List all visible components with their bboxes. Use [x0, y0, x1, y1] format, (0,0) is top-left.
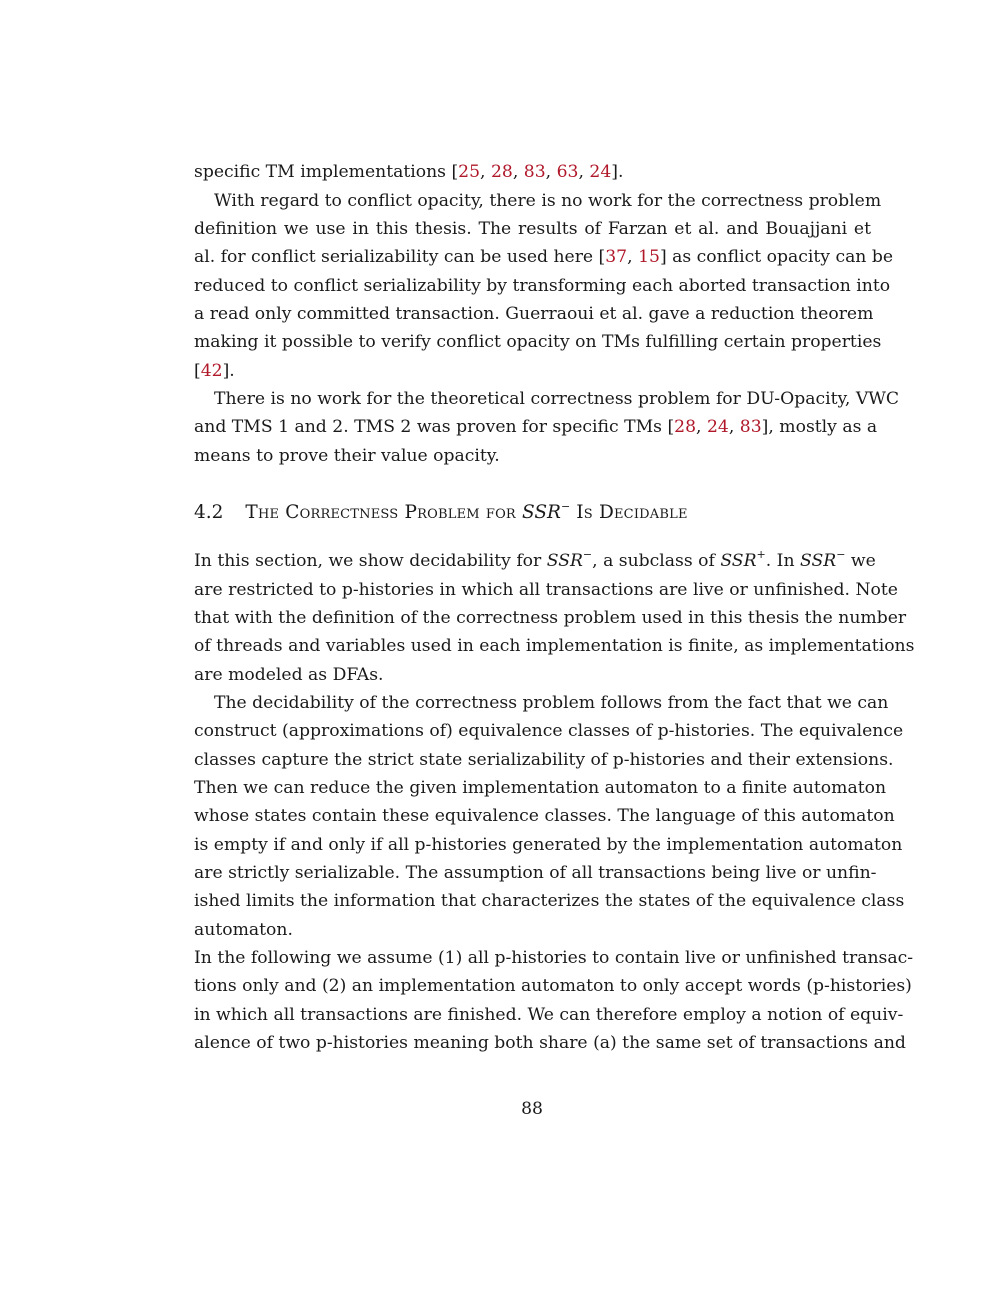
paragraph-line: alence of two p-histories meaning both share (a) the same set of transactions and — [194, 1033, 906, 1053]
paragraph-line: whose states contain these equivalence classes. The language of this automaton — [194, 806, 895, 826]
citation-link[interactable]: 28 — [490, 162, 513, 182]
page-number: 88 — [521, 1099, 543, 1119]
paragraph-line: reduced to conflict serializability by transforming each aborted transaction into — [194, 276, 891, 296]
paragraph-line: The decidability of the correctness problem follows from the fact that we can — [214, 693, 889, 713]
paragraph-line: Then we can reduce the given implementation automaton to a finite automaton — [194, 778, 887, 798]
citation-link[interactable]: 25 — [458, 162, 481, 182]
paragraph-line: are modeled as DFAs. — [194, 665, 384, 685]
citation-link[interactable]: 24 — [706, 417, 729, 437]
paragraph-line: in which all transactions are finished. We can therefore employ a notion of equiv- — [194, 1005, 904, 1025]
paragraph-line: In the following we assume (1) all p-histories to contain live or unfinished transac- — [194, 948, 914, 968]
paragraph-line: that with the definition of the correctness problem used in this thesis the number — [194, 608, 907, 628]
citation-link[interactable]: 63 — [556, 162, 579, 182]
paragraph-line: With regard to conflict opacity, there is no work for the correctness problem — [214, 191, 882, 211]
paragraph-line: classes capture the strict state serializability of p-histories and their extensions. — [194, 750, 894, 770]
paragraph-line: tions only and (2) an implementation automaton to only accept words (p-histories) — [194, 976, 912, 996]
citation-link[interactable]: 83 — [739, 417, 762, 437]
paragraph-line: al. for conflict serializability can be used here [37, 15] as conflict opacity can be — [194, 247, 894, 267]
paragraph-line: ished limits the information that characterizes the states of the equivalence class — [194, 891, 905, 911]
paragraph-line: automaton. — [194, 920, 293, 940]
paragraph-line: and TMS 1 and 2. TMS 2 was proven for specific TMs [28, 24, 83], mostly as a — [194, 417, 878, 437]
paragraph-line: are strictly serializable. The assumption of all transactions being live or unfin- — [194, 863, 877, 883]
citation-link[interactable]: 28 — [674, 417, 697, 437]
citation-link[interactable]: 42 — [200, 361, 223, 381]
paragraph-line: a read only committed transaction. Guerraoui et al. gave a reduction theorem — [194, 304, 874, 324]
paragraph-line: construct (approximations of) equivalence classes of p-histories. The equivalence — [194, 721, 904, 741]
section-number: 4.2 — [194, 502, 224, 523]
paragraph-line: There is no work for the theoretical correctness problem for DU-Opacity, VWC — [214, 389, 900, 409]
paragraph-line: [42]. — [194, 361, 235, 381]
paragraph-line: are restricted to p-histories in which all transactions are live or unfinished. Note — [194, 580, 898, 600]
paragraph-line: is empty if and only if all p-histories generated by the implementation automaton — [194, 835, 903, 855]
citation-link[interactable]: 83 — [523, 162, 546, 182]
section-heading: 4.2 The Correctness Problem for SSR− Is Decidable — [194, 499, 688, 523]
citation-link[interactable]: 15 — [638, 247, 660, 267]
paragraph-line: making it possible to verify conflict opacity on TMs fulfilling certain properties — [194, 332, 882, 352]
paragraph-line: definition we use in this thesis. The results of Farzan et al. and Bouajjani et — [194, 219, 871, 239]
citation-link[interactable]: 37 — [605, 247, 628, 267]
citation-link[interactable]: 24 — [589, 162, 612, 182]
paragraph-line: In this section, we show decidability for SSR−, a subclass of SSR+. In SSR− we — [194, 548, 876, 571]
paragraph-line: specific TM implementations [25, 28, 83, 63, 24]. — [194, 162, 624, 182]
paragraph-line: of threads and variables used in each implementation is finite, as implementations — [194, 636, 915, 656]
paragraph-line: means to prove their value opacity. — [194, 446, 500, 466]
